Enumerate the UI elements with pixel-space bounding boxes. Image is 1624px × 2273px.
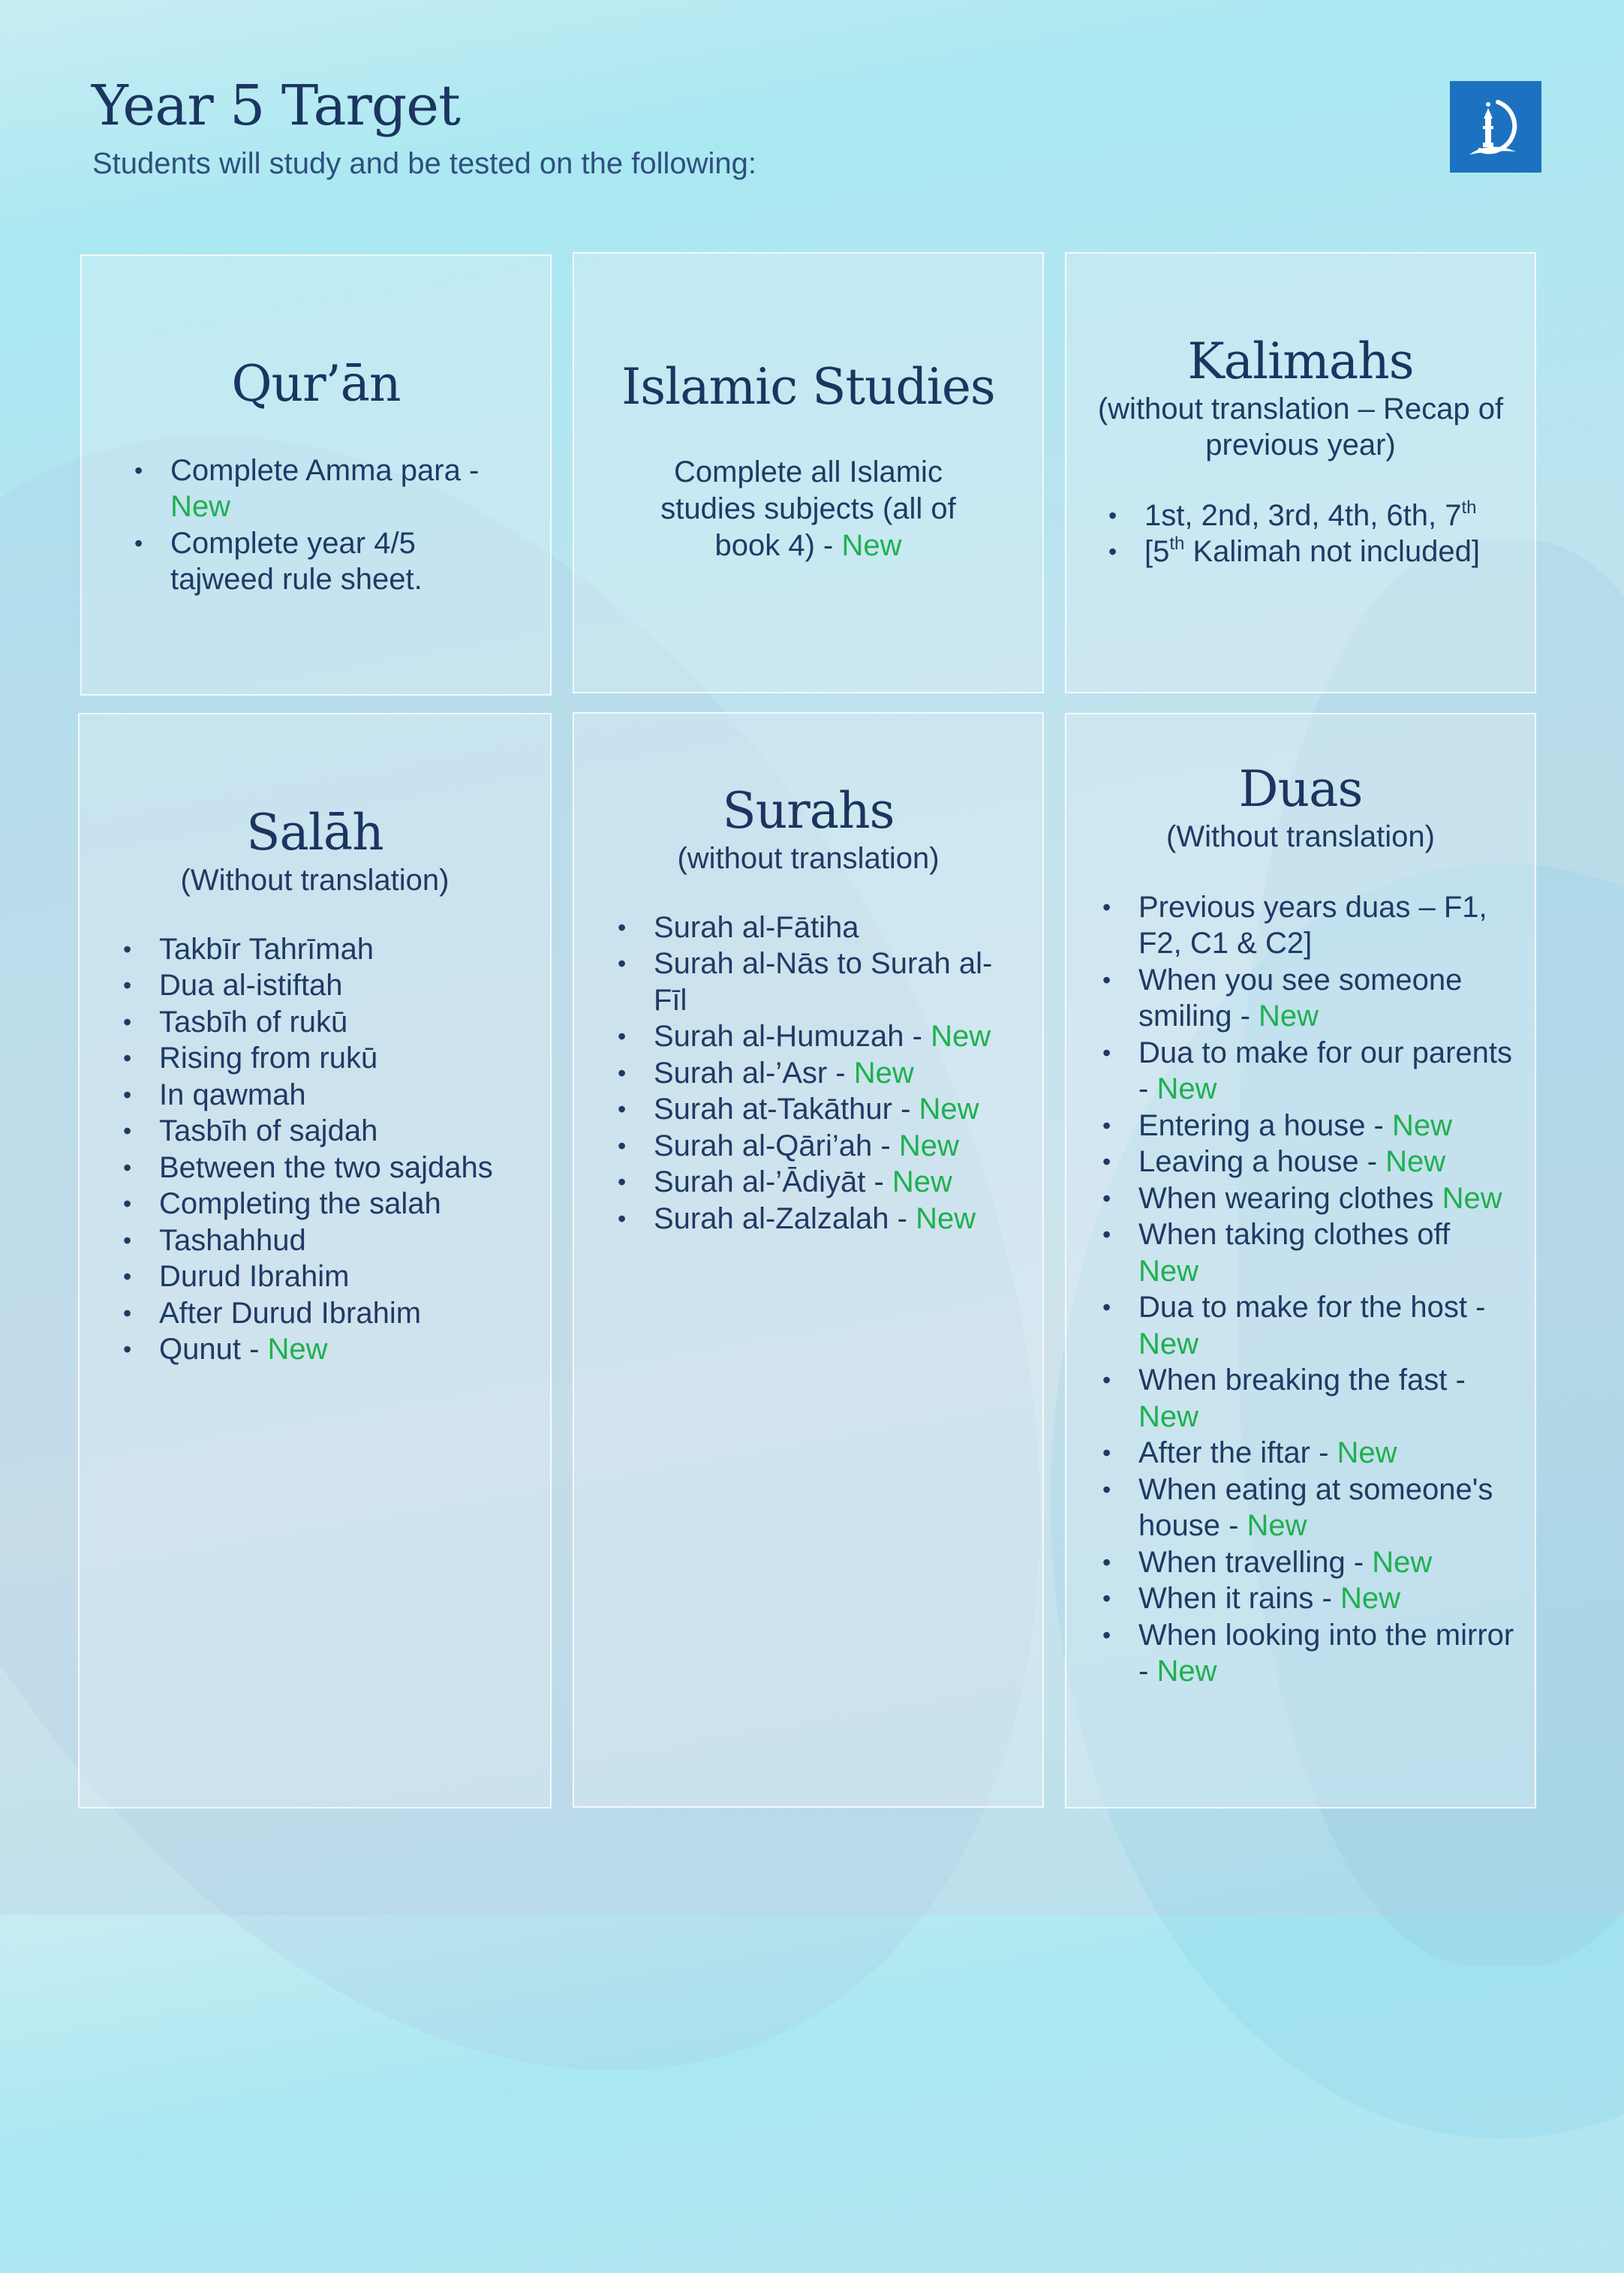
list-item: • Qunut - New [119, 1331, 524, 1368]
new-tag: New [1372, 1545, 1433, 1579]
list-item: • Surah al-Fātiha [613, 910, 1003, 946]
new-tag: New [1156, 1655, 1217, 1688]
list-item: • Surah al-Nās to Surah al-Fīl [613, 946, 1003, 1018]
surahs-panel [573, 712, 1044, 1808]
list-item: • Dua to make for our parents - New [1098, 1035, 1518, 1108]
quran-title: Qur’ān [231, 355, 401, 413]
list-item: • Dua to make for the host - New [1098, 1289, 1518, 1362]
new-tag: New [1138, 1400, 1199, 1433]
list-item: • When eating at someone's house - New [1098, 1472, 1518, 1544]
list-item: • Complete Amma para - New [130, 452, 505, 525]
list-item: • After the iftar - New [1098, 1435, 1518, 1472]
list-item: • Takbīr Tahrīmah [119, 931, 524, 968]
salah-title: Salāh [246, 804, 383, 861]
surahs-title: Surahs [722, 782, 895, 840]
list-item: • When looking into the mirror - New [1098, 1617, 1518, 1690]
quran-list [130, 452, 505, 598]
duas-title: Duas [1238, 760, 1363, 818]
quran-panel [80, 254, 552, 696]
page-subtitle: Students will study and be tested on the following: [92, 147, 756, 180]
list-item: • Surah al-Humuzah - New [613, 1018, 1003, 1055]
new-tag: New [1138, 1254, 1199, 1288]
new-tag: New [898, 1129, 959, 1162]
list-item: • Rising from rukū [119, 1040, 524, 1077]
list-item: • When taking clothes off New [1098, 1216, 1518, 1289]
minaret-crescent-logo-icon [1450, 81, 1541, 173]
new-tag: New [267, 1333, 328, 1367]
islamic-studies-title: Islamic Studies [621, 358, 995, 416]
list-item: • Dua al-istiftah [119, 967, 524, 1004]
new-tag: New [892, 1165, 952, 1199]
list-item: • When you see someone smiling - New [1098, 962, 1518, 1035]
new-tag: New [931, 1020, 991, 1054]
salah-subtitle: (Without translation) [180, 863, 450, 897]
new-tag: New [1337, 1436, 1397, 1470]
list-item: • Surah al-’Asr - New [613, 1055, 1003, 1092]
kalimahs-panel [1065, 252, 1536, 693]
new-tag: New [919, 1093, 979, 1126]
kalimahs-title: Kalimahs [1187, 332, 1414, 390]
list-item: • Complete year 4/5 tajweed rule sheet. [130, 525, 505, 598]
list-item: • Completing the salah [119, 1186, 524, 1222]
list-item: • When breaking the fast - New [1098, 1362, 1518, 1435]
list-item: • When travelling - New [1098, 1544, 1518, 1581]
list-item: • In qawmah [119, 1077, 524, 1114]
list-item: • Tasbīh of rukū [119, 1004, 524, 1041]
list-item: • Durud Ibrahim [119, 1258, 524, 1295]
new-tag: New [1340, 1582, 1401, 1616]
surahs-subtitle: (without translation) [677, 841, 940, 875]
salah-panel [78, 713, 552, 1808]
list-item: • After Durud Ibrahim [119, 1295, 524, 1332]
list-item: • When it rains - New [1098, 1580, 1518, 1617]
duas-subtitle: (Without translation) [1166, 819, 1435, 853]
list-item: • Tasbīh of sajdah [119, 1113, 524, 1150]
duas-list [1098, 889, 1518, 1690]
list-item: • Tashahhud [119, 1222, 524, 1259]
new-tag: New [1247, 1509, 1307, 1543]
list-item: • Surah at-Takāthur - New [613, 1091, 1003, 1128]
new-tag: New [1392, 1108, 1453, 1142]
islamic-studies-panel [573, 252, 1044, 693]
new-tag: New [1156, 1072, 1217, 1106]
new-tag: New [916, 1201, 976, 1235]
page-title: Year 5 Target [92, 74, 460, 138]
list-item: • Surah al-Zalzalah - New [613, 1201, 1003, 1237]
duas-panel [1065, 713, 1536, 1808]
list-item: • Previous years duas – F1, F2, C1 & C2] [1098, 889, 1518, 962]
list-item: • Surah al-’Ādiyāt - New [613, 1164, 1003, 1201]
new-tag: New [1259, 1000, 1319, 1033]
islamic-studies-text: Complete all Islamic studies subjects (all of book 4) - New [660, 455, 956, 562]
list-item: • Surah al-Qāri’ah - New [613, 1128, 1003, 1165]
surahs-list [613, 910, 1003, 1237]
kalimahs-list [1104, 498, 1524, 570]
new-tag: New [1442, 1181, 1502, 1215]
list-item: • [5th Kalimah not included] [1104, 534, 1524, 570]
list-item: • Leaving a house - New [1098, 1144, 1518, 1180]
list-item: • 1st, 2nd, 3rd, 4th, 6th, 7th [1104, 498, 1524, 534]
list-item: • When wearing clothes New [1098, 1180, 1518, 1217]
list-item: • Between the two sajdahs [119, 1150, 524, 1186]
kalimahs-subtitle: (without translation – Recap of previous year) [1097, 392, 1504, 462]
salah-list [119, 931, 524, 1368]
new-tag: New [1385, 1145, 1446, 1179]
new-tag: New [853, 1056, 914, 1090]
new-tag: New [1138, 1327, 1199, 1360]
list-item: • Entering a house - New [1098, 1108, 1518, 1144]
